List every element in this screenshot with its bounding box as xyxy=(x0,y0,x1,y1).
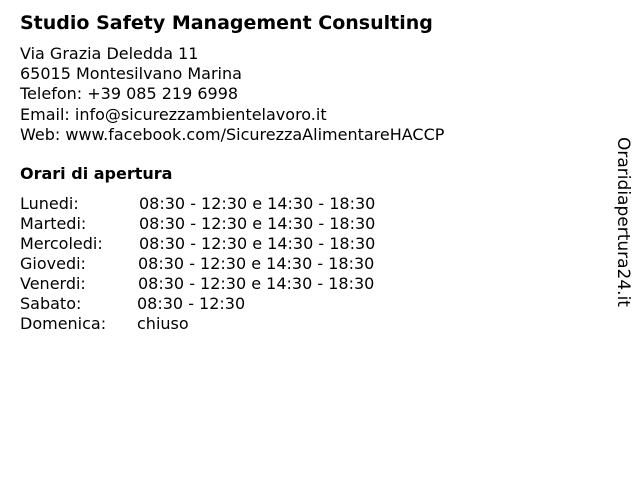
day-label: Domenica: xyxy=(20,314,107,333)
contact-block xyxy=(20,44,444,145)
city-line: 65015 Montesilvano Marina xyxy=(20,64,242,84)
day-label: Giovedi: xyxy=(20,254,86,273)
day-hours: 08:30 - 12:30 e 14:30 - 18:30 xyxy=(139,194,376,213)
day-hours: chiuso xyxy=(137,314,189,333)
day-hours: 08:30 - 12:30 e 14:30 - 18:30 xyxy=(138,274,375,293)
day-hours: 08:30 - 12:30 e 14:30 - 18:30 xyxy=(139,234,376,253)
address-line: Via Grazia Deledda 11 xyxy=(20,44,199,63)
day-hours: 08:30 - 12:30 e 14:30 - 18:30 xyxy=(139,214,376,233)
day-label: Sabato: xyxy=(20,294,82,313)
business-name: Studio Safety Management Consulting xyxy=(20,12,433,34)
phone-line: Telefon: +39 085 219 6998 xyxy=(20,84,239,104)
day-label: Lunedi: xyxy=(20,194,79,213)
day-label: Martedi: xyxy=(20,214,87,233)
site-watermark: Oraridiapertura24.it xyxy=(613,137,633,307)
day-hours: 08:30 - 12:30 e 14:30 - 18:30 xyxy=(138,254,375,273)
web-line: Web: www.facebook.com/SicurezzaAlimentareHACCP xyxy=(20,124,445,144)
hours-title: Orari di apertura xyxy=(20,164,173,183)
day-label: Venerdi: xyxy=(20,274,86,293)
email-line: Email: info@sicurezzambientelavoro.it xyxy=(20,104,327,124)
day-hours: 08:30 - 12:30 xyxy=(137,294,246,313)
day-label: Mercoledi: xyxy=(20,234,103,253)
